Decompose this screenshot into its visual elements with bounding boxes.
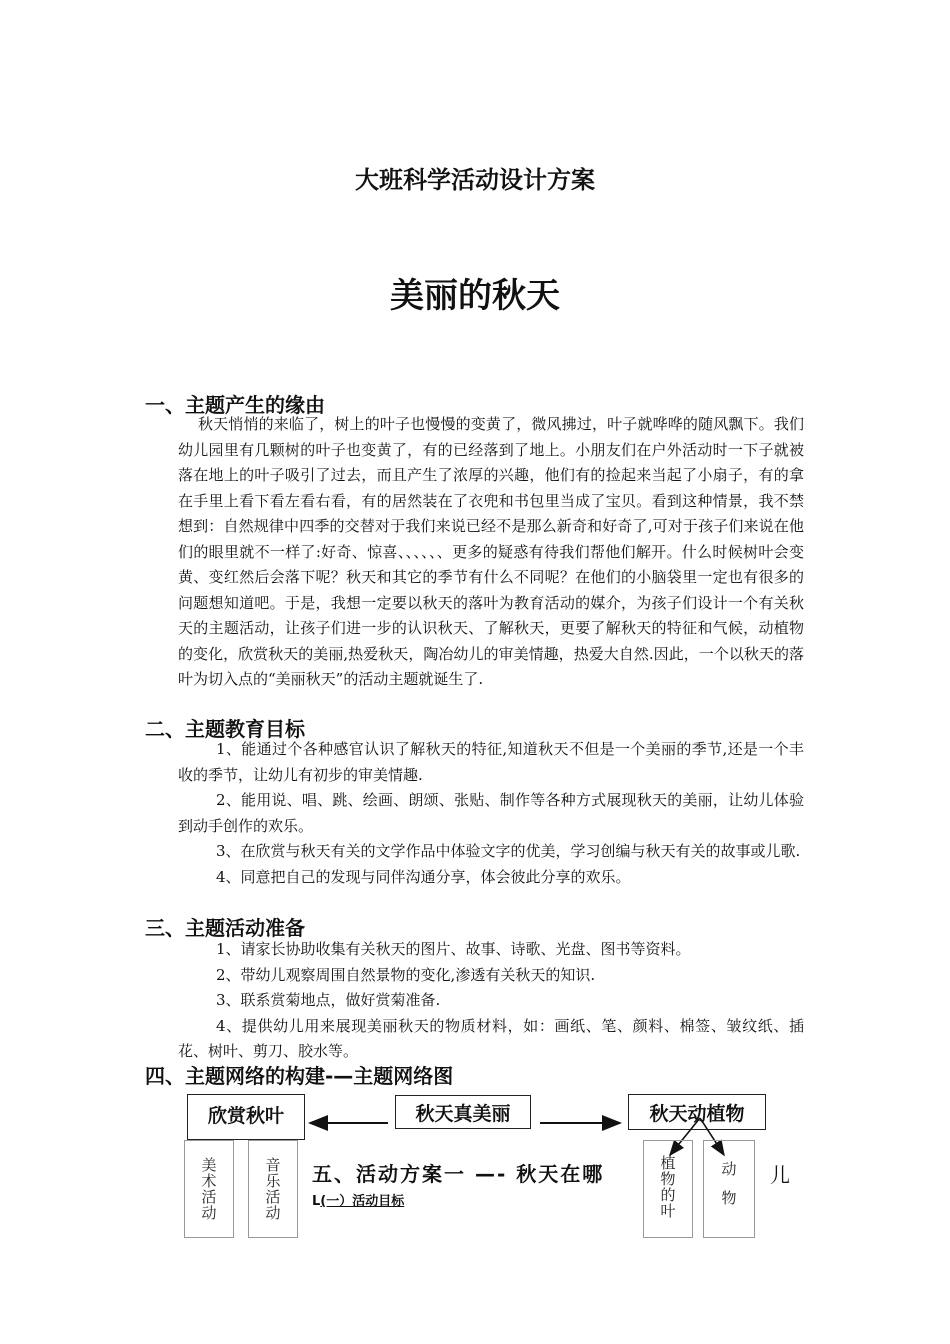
section-origin-body [178,412,804,693]
subheading-prefix: L [312,1194,321,1209]
prep-item: 4、提供幼儿用来展现美丽秋天的物质材料，如：画纸、笔、颜料、棉签、皱纹纸、插花、树叶、剪刀、胶水等。 [178,1016,804,1060]
section-goals-body [178,737,804,890]
child-art-activity: 美术活动 [184,1140,234,1238]
prep-item: 2、带幼儿观察周围自然景物的变化,渗透有关秋天的知识. [216,965,596,984]
child-music-activity: 音乐活动 [248,1140,298,1238]
goal-item: 2、能用说、唱、跳、绘画、朗颂、张贴、制作等各种方式展现秋天的美丽，让幼儿体验到动手创作的欢乐。 [178,791,804,835]
goal-item: 4、同意把自己的发现与同伴沟通分享，体会彼此分享的欢乐。 [216,867,631,886]
node-enjoy-leaves: 欣赏秋叶 [187,1094,305,1140]
section-heading-plan-one-tail: 儿 [770,1163,790,1187]
origin-paragraph: 秋天悄悄的来临了，树上的叶子也慢慢的变黄了，微风拂过，叶子就哗哗的随风飘下。我们幼儿园里有几颗树的叶子也变黄了，有的已经落到了地上。小朋友们在户外活动时一下子就被落在地上的叶子吸引了过去，而且产生了浓厚的兴趣，他们有的捡起来当起了小扇子，有的拿在手里上看下看左看右看，有的居然装在了衣兜和书包里当成了宝贝。看到这种情景，我不禁想到：自然规律中四季的交替对于我们来说已经不是那么新奇和好奇了,可对于孩子们来说在他们的眼里就不一样了:好奇、惊喜、、、、、、更多的疑惑有待我们帮他们解开。什么时候树叶会变黄、变红然后会落下呢？秋天和其它的季节有什么不同呢？在他们的小脑袋里一定也有很多的问题想知道吧。于是，我想一定要以秋天的落叶为教育活动的媒介，为孩子们设计一个有关秋天的主题活动，让孩子们进一步的认识秋天、了解秋天，更要了解秋天的特征和气候，动植物的变化，欣赏秋天的美丽,热爱秋天，陶冶幼儿的审美情趣，热爱大自然.因此，一个以秋天的落叶为切入点的“美丽秋天”的活动主题就诞生了. [178,415,804,688]
section-heading-preparation: 三、主题活动准备 [145,916,305,940]
section-heading-origin: 一、主题产生的缘由 [145,393,325,417]
section-preparation-body [178,937,804,1065]
child-plant-leaves: 植物的叶 [643,1140,693,1238]
subheading-goals-row [312,1190,404,1209]
goal-item: 1、能通过个各种感官认识了解秋天的特征,知道秋天不但是一个美丽的季节,还是一个丰收的季节，让幼儿有初步的审美情趣. [178,740,804,784]
prep-item: 3、联系赏菊地点，做好赏菊准备. [216,991,441,1009]
document-title: 大班科学活动设计方案 [355,165,595,194]
node-center-autumn: 秋天真美丽 [395,1095,531,1129]
main-title: 美丽的秋天 [390,276,560,316]
section-heading-network: 四、主题网络的构建-—主题网络图 [145,1064,454,1088]
prep-item: 1、请家长协助收集有关秋天的图片、故事、诗歌、光盘、图书等资料。 [216,940,691,958]
section-heading-plan-one: 五、活动方案一 —- 秋天在哪 [312,1162,605,1186]
goal-item: 3、在欣赏与秋天有关的文学作品中体验文字的优美，学习创编与秋天有关的故事或儿歌. [216,842,801,860]
node-autumn-flora-fauna: 秋天动植物 [628,1094,766,1130]
child-animals: 动物 [703,1140,755,1238]
section-heading-goals: 二、主题教育目标 [145,717,305,741]
subheading-activity-goals: (一）活动目标 [320,1194,405,1209]
